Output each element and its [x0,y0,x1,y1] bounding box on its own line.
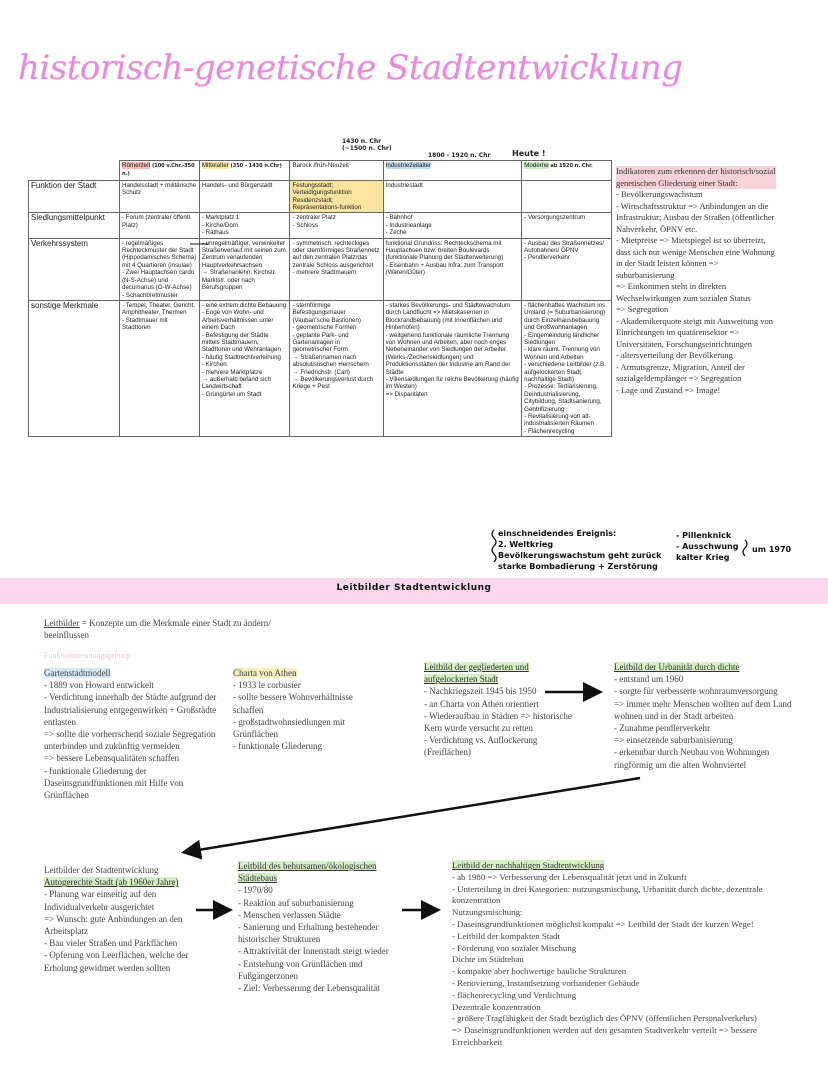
cell: - Ausbau des Straßennetzes/ Autobahnen/ ÖPNV - Pendlerverkehr [522,238,612,300]
row-label-sonstige: sonstige Merkmale [29,300,120,436]
list-item: - Bau vieler Straßen und Parkflächen [44,938,178,949]
event-heading: einschneidendes Ereignis: [498,529,617,538]
list-item: - Förderung von sozialer Mischung [452,942,577,953]
list-item: => Daseinsgrundfunktionen werden auf den gesamten Stadtverkehr verteilt => bessere Erreichbarkeit [452,1025,757,1047]
list-item: - 1970/80 [238,885,273,896]
arrow-icon [186,778,640,852]
event-item: 2. Weltkrieg [498,540,554,549]
cell: - regelmäßiges Rechteckmuster der Stadt (Hippodamisches Schema) mit 4 Quartieren (insulae) - Zwei Hauptachsen cardo (N-S-Achse) und decumanus (O-W-Achse) - Schachbrettmuster [120,238,200,300]
list-item: - Entstehung von Grünflächen und Fußgängerzonen [238,958,363,981]
list-item: - Unterteilung in drei Kategorien: nutzungsmischung, Urbanität durch dichte, dezentrale konzentration [452,883,763,906]
cell: Industriestadt [383,180,522,213]
list-item: - sollte bessere Wohnverhältnisse schaffen [233,692,353,715]
row-label-siedlung: Siedlungsmittelpunkt [29,213,120,238]
block-heading: Leitbild der gegliederten und aufgelockerten Stadt [424,662,529,685]
list-item: - an Charta von Athen orientiert [424,698,539,709]
list-item: - Leitbild der kompakten Stadt [452,930,560,941]
row-label-funktion: Funktion der Stadt [29,180,120,213]
cell: - Bahnhof - Industrieanlage - Zeche [383,213,522,238]
list-item: - Bevölkerungswachstum [616,189,703,199]
page-title: historisch-genetische Stadtentwicklung [18,48,683,88]
list-item: => immer mehr Menschen wollten auf dem Land wohnen und in der Stadt arbeiten [614,698,792,721]
intro-label: Leitbilder [44,618,80,628]
row-label-verkehr: Verkehrssystem [29,238,120,300]
faded-note: Funktionstrennungsprinzip [44,651,131,660]
cell: funktional Grundriss: Rechteckschema mit Hauptachsen bzw. breiten Boulevards (funktionale Planung der Stadterweiterung) - Eisenbahn + Ausbau Infra. zum Transport (Waren/Güter) [383,238,522,300]
cell: - Marktplatz 1 - Kirche/Dom - Rathaus [199,213,290,238]
list-item: - Menschen verlassen Städte [238,909,341,920]
block-heading: Gartenstadtmodell [44,668,111,678]
indicators-heading: Indikatoren zum erkennen der historisch/sozial genetischen Gliederung einer Stadt: [616,166,776,188]
cell: - Forum (zentraler öffentl. Platz) [120,213,200,238]
list-item: - Akademikerquote steigt mit Ausweitung von Einrichtungen im quatärensektor => Universitäten, Forschungseinrichtungen [616,315,773,349]
list-item: - großstadtwohnsiedlungen mit Grünflächen [233,716,345,740]
block-heading: Charta von Athen [233,668,297,678]
barock-date-note: 1430 n. Chr (~1500 n. Chr) [342,138,392,152]
event-years: um 1970 [752,545,792,554]
list-item: Nutzungsmischung: [452,907,523,918]
list-item: - sorgte für verbesserte wohnraumversorgung [614,686,778,697]
list-item: - Ziel: Verbesserung der Lebensqualität [238,983,380,994]
block-heading: Autogerechte Stadt (ab 1960er Jahre) [44,877,179,888]
cell: - eine extrem dichte Bebauung - Enge von Wohn- und Arbeitsverhältnissen unter einem Dach - Befestigung der Städte mittels Stadtmauern, Stadttoren und Wehranlagen - häufig Stadtrechtverleihung - Kirchen - mehrere Marktplätze → außerhalb befand sich Landwirtschaft - Grüngürtel um Stadt [199,300,290,436]
list-item: => sollte die vorherrschend soziale Segregation unterbinden und zukünftig vermeiden [44,729,216,752]
list-item: - Daseinsgrundfunktionen möglichst kompakt => Leitbild der Stadt der kurzen Wege! [452,918,754,929]
block-heading: Leitbild der nachhaltigen Stadtentwicklung [452,860,605,870]
list-item: - 1889 von Howard entwickelt [44,680,154,691]
list-item: - Lage und Zustand => Image! [616,384,721,395]
industrie-date-note: 1800 - 1920 n. Chr [428,152,491,159]
list-item: => Wunsch: gute Anbindungen an den Arbeitsplatz [44,913,183,937]
list-item: - Wiederaufbau in Städten => historische Kern wurde versucht zu retten [424,710,572,734]
list-item: Dezentrale konzentration [452,1001,541,1012]
list-item: => bessere Lebensqualitäten schaffen [44,753,180,764]
block-heading: Leitbild der Urbanität durch dichte [614,662,740,672]
list-item: - Reaktion auf suburbanisierung [238,897,354,908]
list-item: - Mietpreise => Mietspiegel ist so überreizt, dass sich nur wenige Menschen eine Wohnung in der Stadt leisten können => suburbanisierung [616,235,775,280]
header-industriezeitalter: Industriezeitalter [383,161,522,181]
list-item: => einsetzende suburbanisierung [614,735,733,746]
cell: - flächenhaftes Wachstum ins Umland (= Suburbanisierung) durch Einzelhausbebauung und Großwohnanlagen - Eingemeindung ländlicher Siedlungen - klare räuml. Trennung von Wohnen und Arbeiten - verschiedene Leitbilder (z.B. aufgelockerten Stadt, nachhaltige Stadt) - Prozesse: Tertiärisierung, Deindustrialisierung, Citybildung, Stadtsanierung, Gentrifizierung - Revitalisierung von alt-industrialisierten Räumen - Flächenrecycling [522,300,612,436]
list-item: - entstand um 1960 [614,674,684,685]
cell: - zentraler Platz - Schloss [290,213,383,238]
list-item: - 1933 le corbusier [233,680,301,691]
event-right-item: - Pillenknick [676,531,732,540]
list-item: - ab 1980 => Verbesserung der Lebensqualität jetzt und in Zukunft [452,871,687,882]
header-barock: Barock /früh-Neuzeit [290,161,383,181]
list-item: - Verdichtung vs. Auflockerung (Freiflächen) [424,735,538,758]
cell: Handels- und Bürgerstadt [199,180,290,213]
cell: - Tempel, Theater, Gericht, Amphitheater, Thermen - Stadtmauer mit Stadttoren [120,300,200,436]
cell: - Versorgungszentrum [522,213,612,238]
list-item: - Renovierung, Instandsetzung vorhandener Gebäude [452,977,640,988]
event-right-item: kalter Krieg [676,553,730,562]
list-item: - größere Tragfähigkeit der Stadt bezüglich des ÖPNV (öffentlichen Personalverkehrs) [452,1013,757,1024]
list-item: - Opferung von Leerflächen, welche der Erholung gewidmet werden sollten [44,950,189,973]
event-right-item: - Ausschwung [676,542,739,551]
brace-icon [743,540,747,556]
cell: - symmetrisch: rechteckiges oder sternförmiges Straßennetz auf den zentralen Platz/das zentrale Schloss ausgerichtet - mehrere Stadtmauern [290,238,383,300]
header-mittelalter: Mittelalter (350 - 1430 n.Chr) [199,161,290,181]
list-item: - erkennbar durch Neubau von Wohnungen ringförmig um die alten Wohnviertel [614,747,770,770]
list-item: => Segregation [616,304,669,314]
cell: Festungsstadt; Verteidigungsfunktion Residenzstadt: Repräsentations-funktion [290,180,383,213]
block-heading: Leitbild des behutsamen/ökologischen Städtebaus [238,861,377,884]
list-item: - Armutsgrenze, Migration, Anteil der sozialgeldempfänger => Segregation [616,361,745,383]
list-item: - flächenrecycling und Verdichtung [452,989,577,1000]
list-item: => Einkommen steht in direkten Wechselwirkungen zum sozialen Status [616,281,751,303]
cell: Handelsstadt + militärische Schutz [120,180,200,213]
list-item: - Sanierung und Erhaltung bestehender historischer Strukturen [238,922,379,945]
list-item: - Attraktivität der Innenstadt steigt wieder [238,946,389,957]
header-moderne: Moderne ab 1920 n. Chr. [522,161,612,181]
list-item: Dichte im Städtebau [452,954,524,965]
list-item: - Wirtschaftsstruktur => Anbindungen an die Infrastruktur; Ausbau der Straßen (öffentlicher Nahverkehr, ÖPNV etc. [616,200,775,234]
list-item: - altersverteilung der Bevölkerung [616,350,733,360]
event-item: starke Bombadierung + Zerstörung [498,562,658,571]
list-item: - Planung war einseitig auf den Individualverkehr ausgerichtet [44,889,157,912]
event-item: Bevölkerungswachstum geht zurück [498,551,662,560]
list-item: - Verdichtung innerhalb der Städte aufgrund der Industrialisierung entgegenwirken + Großstädte entlasten [44,692,217,727]
header-roemerzeit: Römerzeit (100 v.Chr.-350 n.) [120,161,200,181]
list-item: - funktionale Gliederung [233,741,322,752]
list-item: - funktionale Gliederung der Daseinsgrundfunktionen mit Hilfe von Grünflächen [44,765,184,801]
list-item: - Nachkriegszeit 1945 bis 1950 [424,686,537,697]
cell: - unregelmäßiger, verwinkelter Straßenverlauf mit seinen zum Zentrum verlaufenden Hauptverkehrsachsen → Straßenanlehn: Kirchstr. Marktstr. oder nach Berufsgruppen [199,238,290,300]
list-item: - Zunahme pendlerverkehr [614,723,710,734]
section-title: Leitbilder Stadtentwicklung [336,583,492,593]
list-item: - kompakte aber hochwertige bauliche Strukturen [452,966,627,977]
cell: - sternförmige Befestigungsmauer (Vauban'sche Bastionen) - geometrische Formen - geplante Park- und Gartenanlagen in geometrischer Form → Straßennamen nach absolutistischen Herrschern → Friedrichstr. (Carl) → Bevölkerungsverlust durch Kriege + Pest [290,300,383,436]
block-pre: Leitbilder der Stadtentwicklung [44,865,159,875]
brace-icon [492,530,496,562]
cell: - starkes Bevölkerungs- und Städtewachstum durch Landflucht => Mietskasernen in Blockrandbebauung (mit Innenflächen und Hinterhöfen) - weitgehend funktionale räumliche Trennung von Wohnen und Arbeiten, aber noch enges Nebeneinander von Siedlungen der Arbeiter (Werks-/Zechensiedlungen) und Produktionsstätten der Industrie am Rand der Städte - Villensiedlungen für reiche Bevölkerung (häufig im Westen) => Disparitäten [383,300,522,436]
heute-note: Heute ! [512,149,546,158]
intro-text: = Konzepte um die Merkmale einer Stadt zu ändern/ beeinflussen [44,618,271,641]
